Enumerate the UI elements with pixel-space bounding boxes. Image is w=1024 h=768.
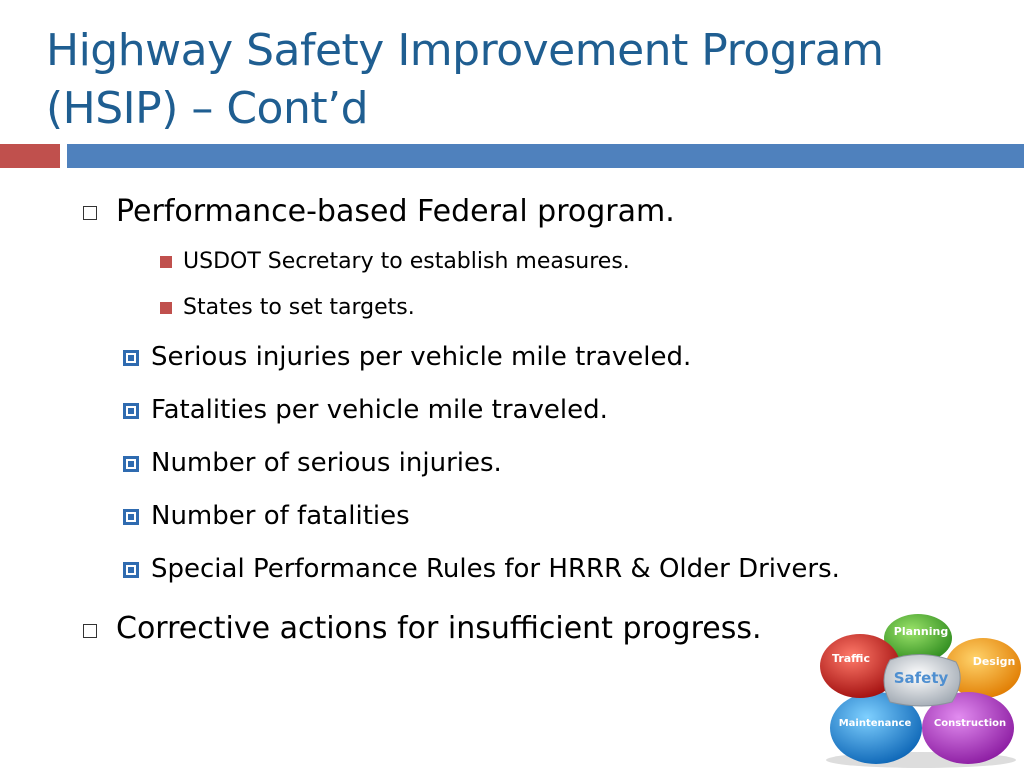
bullet-performance-based: Performance-based Federal program. (116, 194, 675, 229)
measure-marker (123, 562, 139, 578)
bullet-marker (83, 206, 97, 220)
measure-serious-injuries-vmt: Serious injuries per vehicle mile traveled. (151, 342, 692, 372)
sub-bullet-usdot: USDOT Secretary to establish measures. (183, 249, 630, 274)
logo-label-safety: Safety (893, 669, 949, 687)
measure-marker (123, 456, 139, 472)
slide-title (46, 22, 1006, 138)
measure-marker (123, 350, 139, 366)
measure-marker (123, 509, 139, 525)
logo-label-design: Design (972, 655, 1016, 668)
bullet-corrective-actions: Corrective actions for insufficient progress. (116, 611, 762, 646)
measure-number-serious-injuries: Number of serious injuries. (151, 448, 502, 478)
title-line-1: Highway Safety Improvement Program (46, 25, 884, 76)
sub-bullet-marker (160, 302, 172, 314)
bullet-marker (83, 624, 97, 638)
logo-label-traffic: Traffic (832, 652, 870, 665)
measure-marker (123, 403, 139, 419)
measure-special-rules: Special Performance Rules for HRRR & Older Drivers. (151, 554, 840, 584)
sub-bullet-states: States to set targets. (183, 295, 415, 320)
title-divider-blue (67, 144, 1024, 168)
measure-fatalities-vmt: Fatalities per vehicle mile traveled. (151, 395, 608, 425)
title-divider-red (0, 144, 60, 168)
logo-label-planning: Planning (893, 625, 949, 638)
logo-label-construction: Construction (933, 718, 1007, 729)
logo-label-maintenance: Maintenance (838, 718, 912, 729)
safety-puzzle-logo (818, 610, 1024, 768)
title-line-2: (HSIP) – Cont’d (46, 83, 369, 134)
measure-number-fatalities: Number of fatalities (151, 501, 410, 531)
sub-bullet-marker (160, 256, 172, 268)
